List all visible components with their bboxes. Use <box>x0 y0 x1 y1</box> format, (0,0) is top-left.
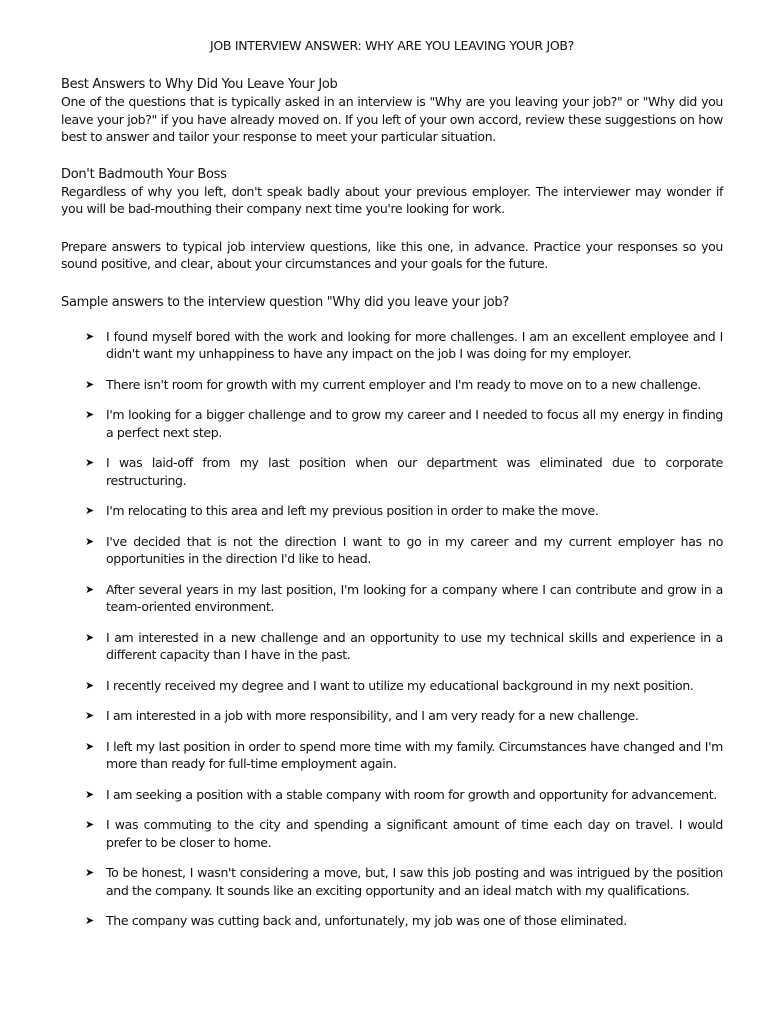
answer-text: I am interested in a new challenge and an opportunity to use my technical skills and experience in a different capacity than I have in the past. <box>106 629 723 662</box>
list-item <box>85 738 723 773</box>
answer-text: To be honest, I wasn't considering a move, but, I saw this job posting and was intrigued by the position and the company. It sounds like an exciting opportunity and an ideal match with my qualifications. <box>106 865 723 898</box>
arrow-bullet-icon: ➤ <box>85 534 94 548</box>
arrow-bullet-icon: ➤ <box>85 739 94 753</box>
answer-text: I am seeking a position with a stable company with room for growth and opportunity for advancement. <box>106 786 717 802</box>
list-item <box>85 786 723 804</box>
arrow-bullet-icon: ➤ <box>85 678 94 692</box>
list-item <box>85 677 723 695</box>
section-heading-best-answers: Best Answers to Why Did You Leave Your Job <box>61 77 338 92</box>
arrow-bullet-icon: ➤ <box>85 504 94 517</box>
intro-paragraph: One of the questions that is typically asked in an interview is "Why are you leaving your job?" or "Why did you leave your job?" if you have already moved on. If you left of your own accord, review these suggestions on how best to answer and tailor your response to meet your particular situation. <box>61 94 723 144</box>
answer-text: The company was cutting back and, unfortunately, my job was one of those eliminated. <box>106 913 627 928</box>
list-item <box>85 864 723 899</box>
list-item <box>85 707 723 725</box>
list-item <box>85 581 723 616</box>
list-item <box>85 502 723 520</box>
arrow-bullet-icon: ➤ <box>85 709 94 722</box>
document-page <box>61 36 723 943</box>
arrow-bullet-icon: ➤ <box>85 818 94 831</box>
arrow-bullet-icon: ➤ <box>85 408 94 421</box>
arrow-bullet-icon: ➤ <box>85 866 94 879</box>
sample-answers-heading: Sample answers to the interview question "Why did you leave your job? <box>61 294 509 310</box>
answer-text: After several years in my last position, I'm looking for a company where I can contribute and grow in a team-oriented environment. <box>106 581 723 614</box>
list-item <box>85 912 723 930</box>
list-item <box>85 816 723 851</box>
answer-text: I'm relocating to this area and left my previous position in order to make the move. <box>106 503 599 518</box>
list-item <box>85 376 723 394</box>
arrow-bullet-icon: ➤ <box>85 582 94 596</box>
list-item <box>85 406 723 441</box>
list-item <box>85 629 723 664</box>
arrow-bullet-icon: ➤ <box>85 377 94 391</box>
arrow-bullet-icon: ➤ <box>85 456 94 469</box>
answer-text: I'm looking for a bigger challenge and to grow my career and I needed to focus all my energy in finding a perfect next step. <box>106 407 723 440</box>
answer-text: I've decided that is not the direction I want to go in my career and my current employer has no opportunities in the direction I'd like to head. <box>106 533 723 566</box>
answer-text: I left my last position in order to spend more time with my family. Circumstances have changed and I'm more than ready for full-time employment again. <box>106 738 723 771</box>
answer-text: I found myself bored with the work and looking for more challenges. I am an excellent employee and I didn't want my unhappiness to have any impact on the job I was doing for my employer. <box>106 328 723 361</box>
arrow-bullet-icon: ➤ <box>85 329 94 343</box>
badmouth-paragraph: Regardless of why you left, don't speak badly about your previous employer. The interviewer may wonder if you will be bad-mouthing their company next time you're looking for work. <box>61 183 723 216</box>
list-item <box>85 533 723 568</box>
answer-text: There isn't room for growth with my current employer and I'm ready to move on to a new challenge. <box>106 376 702 392</box>
prepare-paragraph: Prepare answers to typical job interview questions, like this one, in advance. Practice your responses so you sound positive, and clear, about your circumstances and your goals for the future. <box>61 238 723 271</box>
document-title: JOB INTERVIEW ANSWER: WHY ARE YOU LEAVING YOUR JOB? <box>210 38 574 53</box>
list-item <box>85 328 723 363</box>
sample-answers-list <box>61 328 723 930</box>
list-item <box>85 454 723 489</box>
arrow-bullet-icon: ➤ <box>85 630 94 644</box>
arrow-bullet-icon: ➤ <box>85 787 94 801</box>
section-heading-badmouth: Don't Badmouth Your Boss <box>61 166 227 182</box>
answer-text: I recently received my degree and I want to utilize my educational background in my next position. <box>106 677 694 693</box>
answer-text: I was laid-off from my last position when our department was eliminated due to corporate restructuring. <box>106 455 723 488</box>
answer-text: I am interested in a job with more responsibility, and I am very ready for a new challenge. <box>106 708 639 723</box>
arrow-bullet-icon: ➤ <box>85 914 94 927</box>
answer-text: I was commuting to the city and spending a significant amount of time each day on travel. I would prefer to be closer to home. <box>106 817 723 850</box>
